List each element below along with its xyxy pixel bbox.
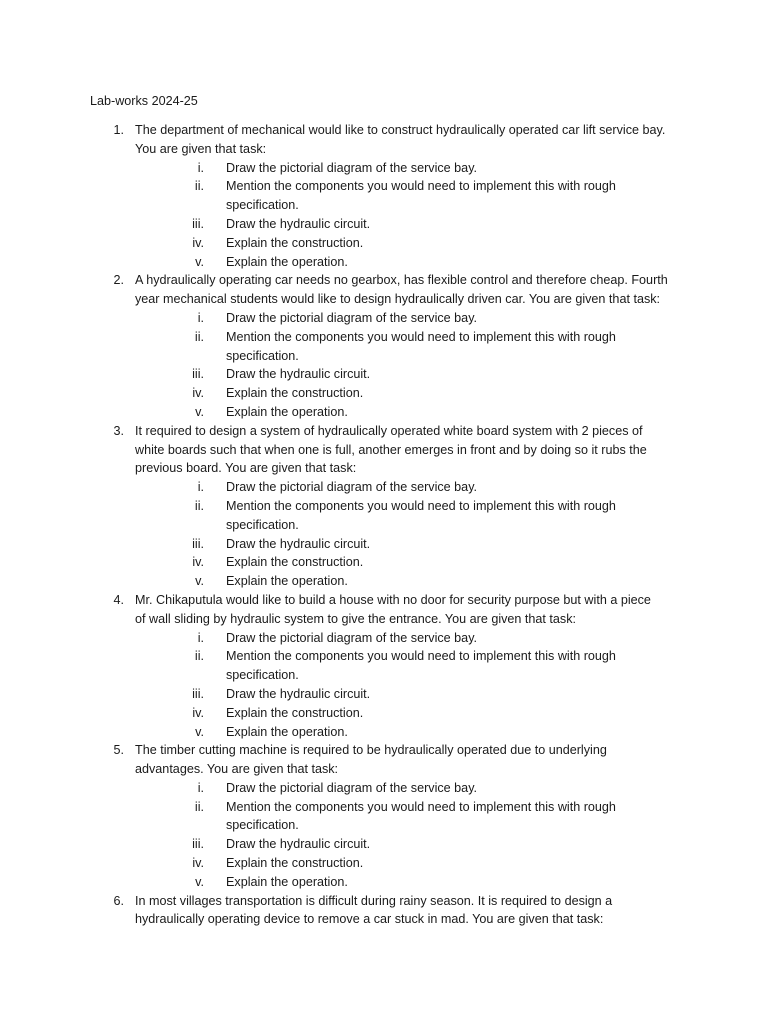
- subtask-text-line: Draw the pictorial diagram of the service bay.: [226, 310, 478, 325]
- subtask-list: [0, 159, 768, 272]
- subtask-text-line: Explain the construction.: [226, 386, 364, 401]
- subtask-text-line: Draw the hydraulic circuit.: [226, 837, 371, 852]
- subtask-numeral: iv.: [192, 555, 204, 570]
- task-text-line: The department of mechanical would like to construct hydraulically operated car lift service bay.: [135, 123, 666, 137]
- subtask-numeral: i.: [197, 630, 204, 645]
- task-text-line: year mechanical students would like to design hydraulically driven car. You are given that task:: [135, 292, 661, 307]
- subtask-numeral: v.: [195, 724, 204, 739]
- subtask-text-line: Draw the hydraulic circuit.: [226, 216, 371, 231]
- subtask-text-line: Explain the operation.: [226, 574, 348, 589]
- task-item: [0, 121, 768, 271]
- subtask-item: [0, 647, 768, 685]
- task-item: [0, 591, 768, 741]
- task-number: 6.: [113, 893, 124, 908]
- subtask-numeral: iii.: [192, 367, 204, 382]
- task-list: [0, 121, 768, 929]
- subtask-text-line: Draw the pictorial diagram of the service bay.: [226, 160, 478, 175]
- subtask-text-line: Explain the operation.: [226, 404, 348, 419]
- subtask-item: [0, 873, 768, 892]
- subtask-text-line: Mention the components you would need to implement this with rough: [226, 179, 616, 194]
- subtask-numeral: iii.: [192, 837, 204, 852]
- subtask-text-line: specification.: [226, 818, 299, 833]
- task-text-line: Mr. Chikaputula would like to build a house with no door for security purpose but with a piece: [135, 592, 651, 607]
- subtask-text-line: Mention the components you would need to implement this with rough: [226, 799, 616, 814]
- subtask-text-line: specification.: [226, 348, 299, 363]
- subtask-text-line: Explain the construction.: [226, 705, 364, 720]
- subtask-text-line: Mention the components you would need to implement this with rough: [226, 649, 616, 664]
- subtask-numeral: iii.: [192, 216, 204, 231]
- subtask-numeral: ii.: [194, 179, 204, 194]
- subtask-numeral: i.: [197, 780, 204, 795]
- subtask-numeral: iv.: [192, 705, 204, 720]
- subtask-numeral: ii.: [194, 799, 204, 814]
- subtask-text-line: Explain the operation.: [226, 254, 348, 269]
- task-number: 3.: [113, 423, 124, 438]
- task-text-line: white boards such that when one is full, another emerges in front and by doing so it rubs the: [135, 442, 647, 457]
- subtask-text-line: Draw the hydraulic circuit.: [226, 367, 371, 382]
- subtask-text-line: Draw the pictorial diagram of the service bay.: [226, 480, 478, 495]
- subtask-text-line: Explain the construction.: [226, 856, 364, 871]
- subtask-item: [0, 572, 768, 591]
- subtask-item: [0, 159, 768, 178]
- subtask-numeral: i.: [197, 480, 204, 495]
- task-text-line: hydraulically operating device to remove a car stuck in mad. You are given that task:: [135, 912, 604, 927]
- task-text-line: It required to design a system of hydraulically operated white board system with 2 pieces of: [135, 423, 643, 438]
- subtask-item: [0, 309, 768, 328]
- subtask-numeral: ii.: [194, 498, 204, 513]
- subtask-item: [0, 685, 768, 704]
- subtask-text-line: Draw the hydraulic circuit.: [226, 686, 371, 701]
- task-text-line: You are given that task:: [135, 141, 267, 156]
- subtask-numeral: v.: [195, 404, 204, 419]
- subtask-numeral: iii.: [192, 536, 204, 551]
- subtask-item: [0, 535, 768, 554]
- subtask-item: [0, 384, 768, 403]
- task-text-line: previous board. You are given that task:: [135, 461, 357, 476]
- subtask-numeral: iv.: [192, 386, 204, 401]
- task-number: 1.: [113, 123, 124, 137]
- subtask-numeral: iii.: [192, 686, 204, 701]
- subtask-item: [0, 234, 768, 253]
- subtask-numeral: v.: [195, 254, 204, 269]
- subtask-item: [0, 798, 768, 836]
- subtask-item: [0, 328, 768, 366]
- subtask-item: [0, 497, 768, 535]
- task-text-line: A hydraulically operating car needs no gearbox, has flexible control and therefore cheap. Fourth: [135, 273, 668, 288]
- subtask-text-line: Explain the construction.: [226, 555, 364, 570]
- subtask-text-line: specification.: [226, 517, 299, 532]
- subtask-list: [0, 309, 768, 422]
- subtask-item: [0, 779, 768, 798]
- subtask-numeral: ii.: [194, 329, 204, 344]
- subtask-numeral: i.: [197, 160, 204, 175]
- subtask-numeral: iv.: [192, 856, 204, 871]
- subtask-item: [0, 478, 768, 497]
- subtask-item: [0, 253, 768, 272]
- subtask-item: [0, 553, 768, 572]
- subtask-text-line: Explain the operation.: [226, 874, 348, 889]
- subtask-item: [0, 835, 768, 854]
- subtask-numeral: v.: [195, 874, 204, 889]
- subtask-text-line: Mention the components you would need to implement this with rough: [226, 329, 616, 344]
- task-text-line: advantages. You are given that task:: [135, 762, 339, 777]
- subtask-list: [0, 629, 768, 742]
- subtask-list: [0, 779, 768, 892]
- task-text-line: The timber cutting machine is required to be hydraulically operated due to underlying: [135, 743, 607, 758]
- subtask-text-line: Draw the pictorial diagram of the service bay.: [226, 780, 478, 795]
- task-item: [0, 892, 768, 930]
- subtask-text-line: Draw the hydraulic circuit.: [226, 536, 371, 551]
- subtask-list: [0, 478, 768, 591]
- subtask-item: [0, 215, 768, 234]
- subtask-numeral: iv.: [192, 235, 204, 250]
- subtask-numeral: ii.: [194, 649, 204, 664]
- task-item: [0, 422, 768, 591]
- subtask-item: [0, 629, 768, 648]
- subtask-numeral: v.: [195, 574, 204, 589]
- subtask-text-line: Explain the operation.: [226, 724, 348, 739]
- subtask-numeral: i.: [197, 310, 204, 325]
- task-item: [0, 271, 768, 421]
- subtask-text-line: Draw the pictorial diagram of the service bay.: [226, 630, 478, 645]
- subtask-item: [0, 704, 768, 723]
- task-text-line: of wall sliding by hydraulic system to give the entrance. You are given that task:: [135, 611, 577, 626]
- subtask-item: [0, 177, 768, 215]
- task-item: [0, 741, 768, 891]
- subtask-item: [0, 365, 768, 384]
- subtask-item: [0, 854, 768, 873]
- subtask-text-line: specification.: [226, 198, 299, 213]
- task-number: 2.: [113, 273, 124, 288]
- subtask-item: [0, 723, 768, 742]
- subtask-text-line: Explain the construction.: [226, 235, 364, 250]
- task-number: 4.: [113, 592, 124, 607]
- subtask-item: [0, 403, 768, 422]
- document-title: Lab-works 2024-25: [90, 94, 198, 108]
- task-number: 5.: [113, 743, 124, 758]
- subtask-text-line: specification.: [226, 668, 299, 683]
- subtask-text-line: Mention the components you would need to implement this with rough: [226, 498, 616, 513]
- task-text-line: In most villages transportation is difficult during rainy season. It is required to design a: [135, 893, 613, 908]
